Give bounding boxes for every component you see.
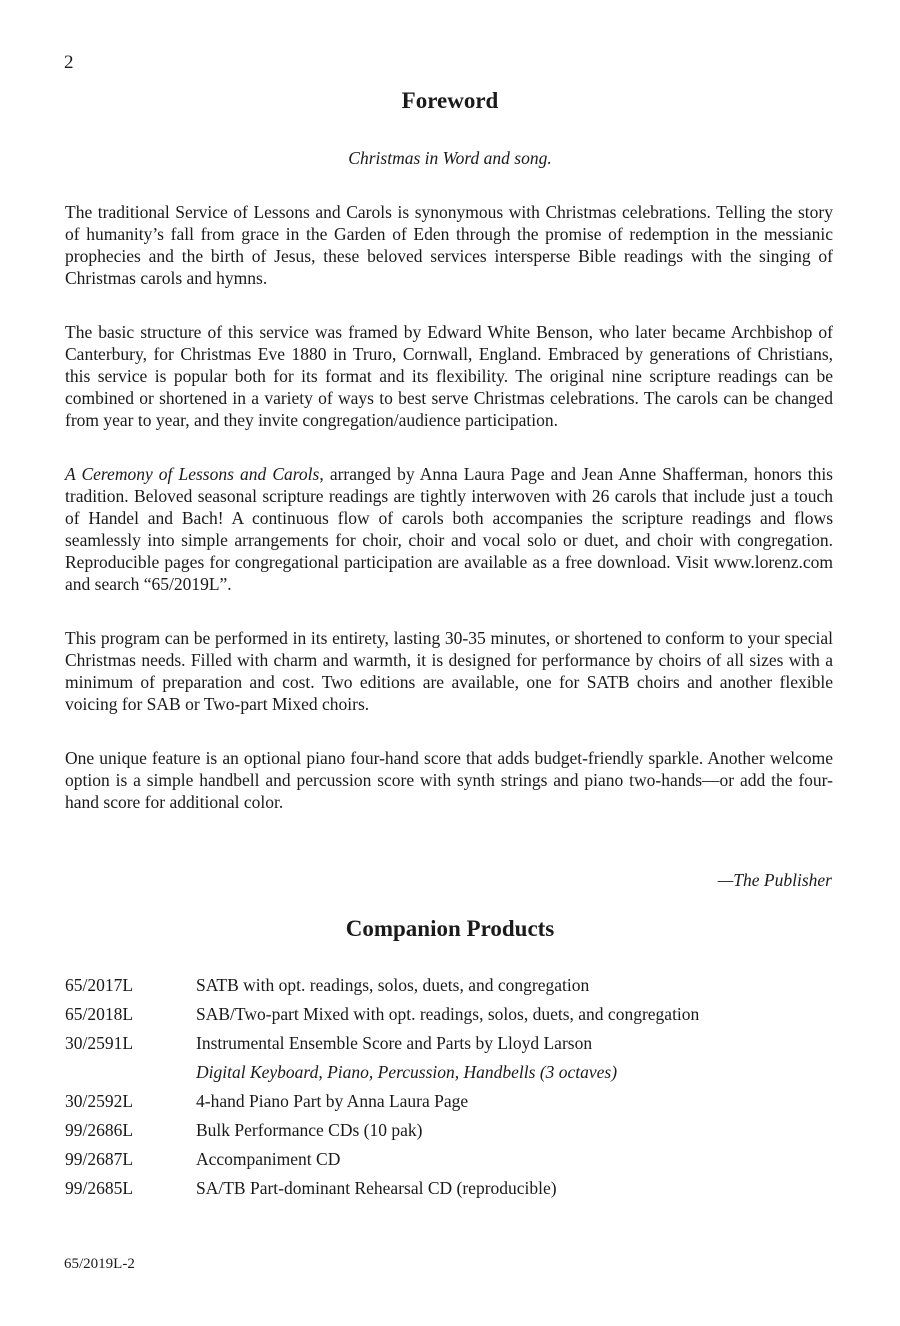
foreword-epigraph: Christmas in Word and song. <box>348 148 552 168</box>
foreword-paragraph: The traditional Service of Lessons and Carols is synonymous with Christmas celebrations. Telling the story of humanity’s fall from grace in the Garden of Eden through the promise of redemption in the messianic prophecies and the birth of Jesus, these beloved services intersperse Bible readings with the singing of Christmas carols and hymns. <box>65 202 833 288</box>
product-description: SA/TB Part-dominant Rehearsal CD (reproducible) <box>196 1178 557 1198</box>
product-row <box>65 1091 845 1120</box>
product-row <box>65 1062 845 1091</box>
product-description: Digital Keyboard, Piano, Percussion, Handbells (3 octaves) <box>196 1062 618 1082</box>
product-description: 4-hand Piano Part by Anna Laura Page <box>196 1091 469 1111</box>
foreword-paragraph <box>65 463 833 595</box>
product-code: 30/2592L <box>65 1091 134 1111</box>
product-row <box>65 1004 845 1033</box>
companion-products-title: Companion Products <box>345 916 555 941</box>
publisher-signature: —The Publisher <box>717 870 832 890</box>
foreword-title: Foreword <box>401 88 499 113</box>
product-code: 65/2017L <box>65 975 134 995</box>
foreword-paragraph: This program can be performed in its entirety, lasting 30-35 minutes, or shortened to conform to your special Christmas needs. Filled with charm and warmth, it is designed for performance by choirs of all sizes with a minimum of preparation and cost. Two editions are available, one for SATB choirs and another flexible voicing for SAB or Two-part Mixed choirs. <box>65 628 833 714</box>
foreword-body <box>65 201 833 845</box>
product-description: Bulk Performance CDs (10 pak) <box>196 1120 423 1140</box>
paragraph-text: , arranged by Anna Laura Page and Jean Anne Shafferman, honors this tradition. Beloved seasonal scripture readings are tightly interwoven with 26 carols that include just a touch of Handel and Bach! A continuous flow of carols both accompanies the scripture readings and flows seamlessly into simple arrangements for choir, choir and vocal solo or duet, and choir with congregation. Reproducible pages for congregational participation are available as a free download. Visit www.lorenz.com and search “65/2019L”. <box>65 464 833 594</box>
product-code: 30/2591L <box>65 1033 134 1053</box>
product-code: 65/2018L <box>65 1004 134 1024</box>
foreword-paragraph: One unique feature is an optional piano four-hand score that adds budget-friendly sparkle. Another welcome option is a simple handbell and percussion score with synth strings and piano two-hands—or add the four-hand score for additional color. <box>65 748 833 812</box>
product-row <box>65 1033 845 1062</box>
product-code: 99/2685L <box>65 1178 134 1198</box>
work-title: A Ceremony of Lessons and Carols <box>65 464 320 484</box>
product-row <box>65 975 845 1004</box>
product-description: Accompaniment CD <box>196 1149 341 1169</box>
product-row <box>65 1149 845 1178</box>
product-code: 99/2686L <box>65 1120 134 1140</box>
foreword-paragraph: The basic structure of this service was framed by Edward White Benson, who later became Archbishop of Canterbury, for Christmas Eve 1880 in Truro, Cornwall, England. Embraced by generations of Christians, this service is popular both for its format and its flexibility. The original nine scripture readings can be combined or shortened in a variety of ways to best serve Christmas celebrations. The carols can be changed from year to year, and they invite congregation/audience participation. <box>65 322 833 430</box>
product-description: SATB with opt. readings, solos, duets, and congregation <box>196 975 590 995</box>
product-code: 99/2687L <box>65 1149 134 1169</box>
product-row <box>65 1120 845 1149</box>
companion-products-list <box>65 975 845 1207</box>
page-number: 2 <box>64 52 74 73</box>
product-description: Instrumental Ensemble Score and Parts by Lloyd Larson <box>196 1033 593 1053</box>
product-row <box>65 1178 845 1207</box>
product-description: SAB/Two-part Mixed with opt. readings, solos, duets, and congregation <box>196 1004 700 1024</box>
footer-catalog-code: 65/2019L-2 <box>64 1256 135 1272</box>
